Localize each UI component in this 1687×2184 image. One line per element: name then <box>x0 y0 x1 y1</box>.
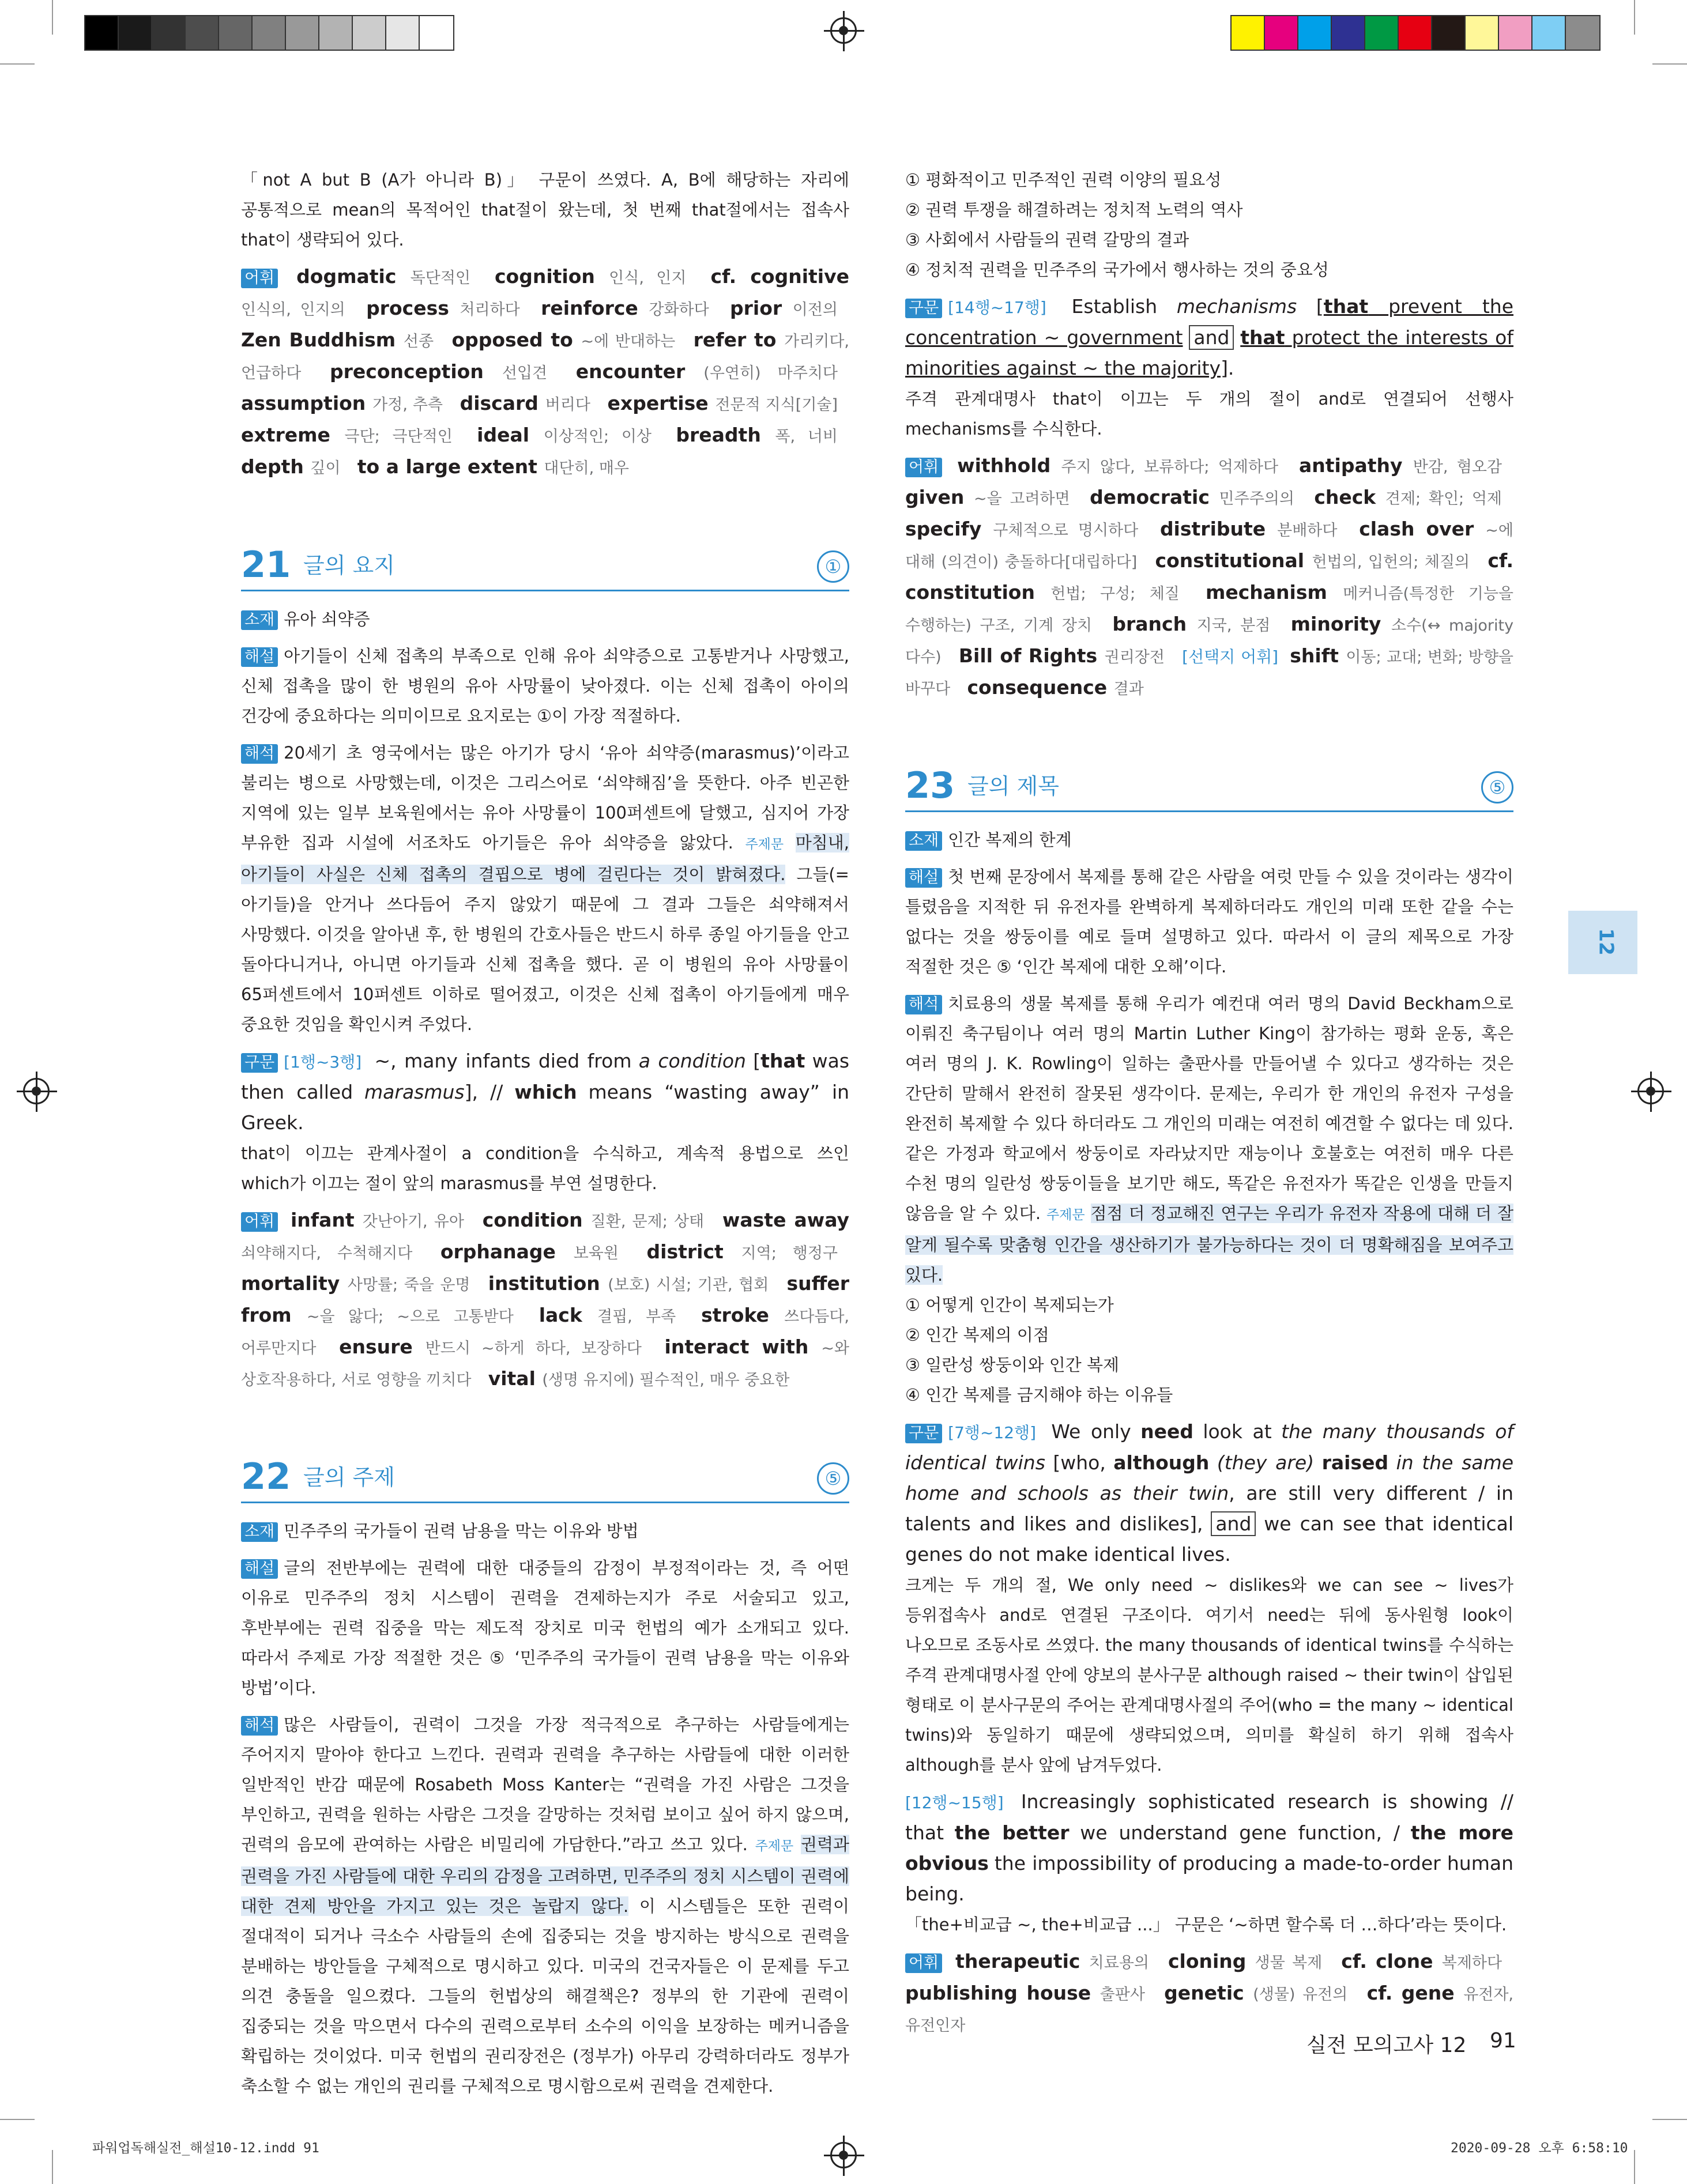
color-swatch <box>386 16 420 50</box>
vocab-list <box>905 1952 1513 2035</box>
vocab-word: therapeutic <box>955 1950 1089 1972</box>
vocab-gloss: ~에 대해 (의견이) 충돌하다[대립하다] <box>905 522 1513 571</box>
vocab-gloss: 가리키다, 언급하다 <box>241 333 850 382</box>
registration-mark-icon <box>1637 1078 1664 1104</box>
crop-mark <box>0 63 35 65</box>
vocab-block <box>241 262 849 484</box>
vocab-word: breadth <box>676 424 775 446</box>
vocab-word: antipathy <box>1298 454 1413 477</box>
color-calibration-bar <box>1230 15 1601 51</box>
structure-text: need <box>1140 1420 1193 1443</box>
translation-tag: 해석 <box>241 744 278 764</box>
structure-text: we can see that identical genes do not make identical lives. <box>905 1512 1514 1566</box>
line-ref: [7행~12행] <box>948 1423 1037 1442</box>
vocab-word: ideal <box>477 424 544 446</box>
vocab-word: cf. clone <box>1341 1950 1442 1972</box>
color-swatch <box>286 16 319 50</box>
structure-text: [ <box>753 1050 761 1072</box>
answer-choice: ① 평화적이고 민주적인 권력 이양의 필요성 <box>905 170 1222 190</box>
vocab-gloss: 민주주의의 <box>1219 490 1294 508</box>
translation-text: 많은 사람들이, 권력이 그것을 가장 적극적으로 추구하는 사람들에게는 주어지지 말아야 한다고 느낀다. 권력과 권력을 추구하는 사람들에 대한 이러한 일반적인 반감 때문에 Rosabeth Moss Kanter는 “권력을 가진 사람은 그것을 부인하고, 권력을 원하는 사람은 그것을 갈망하는 것처럼 보이고 싶어 하지 않으며, 권력의 음모에 관여하는 사람은 비밀리에 가담한다.”라고 쓰고 있다. <box>241 1715 849 1854</box>
answer-choice: ② 인간 복제의 이점 <box>905 1325 1049 1345</box>
vocab-word: process <box>366 297 460 319</box>
structure-text: in the same home and schools as their twin <box>905 1451 1514 1504</box>
color-swatch <box>353 16 386 50</box>
vocab-gloss: 쇠약해지다, 수척해지다 <box>241 1244 413 1262</box>
vocab-gloss: 주지 않다, 보류하다; 억제하다 <box>1061 458 1279 476</box>
structure-text: that <box>760 1050 805 1072</box>
color-swatch <box>420 16 453 50</box>
topic <box>241 1516 849 1546</box>
answer-choice: ② 권력 투쟁을 해결하려는 정치적 노력의 역사 <box>905 200 1243 220</box>
vocab-word: institution <box>488 1272 608 1295</box>
structure-text: ~, many infants died from <box>374 1050 632 1072</box>
translation-tag: 해석 <box>905 995 942 1014</box>
structure-text: although <box>1113 1451 1210 1474</box>
vocab-word: shift <box>1290 644 1346 667</box>
vocab-word: condition <box>482 1209 591 1231</box>
explanation <box>241 1553 849 1703</box>
structure-text: prevent the concentration ~ government <box>905 295 1513 349</box>
vocab-word: ensure <box>339 1336 425 1358</box>
vocab-gloss: 극단; 극단적인 <box>344 428 453 446</box>
topic-text: 민주주의 국가들이 권력 남용을 막는 이유와 방법 <box>284 1521 639 1541</box>
vocab-gloss: 헌법의, 입헌의; 체질의 <box>1312 553 1470 571</box>
explanation-text: 첫 번째 문장에서 복제를 통해 같은 사람을 여럿 만들 수 있을 것이라는 생각이 틀렸음을 지적한 뒤 유전자를 완벽하게 복제하더라도 개인의 미래 또한 같을 수는 없다는 것을 쌍둥이를 예로 들며 설명하고 있다. 따라서 이 글의 제목으로 가장 적절한 것은 ⑤ ‘인간 복제에 대한 오해’이다. <box>905 867 1513 976</box>
explanation <box>241 641 849 731</box>
right-column <box>905 165 1513 2048</box>
explanation <box>905 862 1513 982</box>
topic-text: 유아 쇠약증 <box>284 609 370 629</box>
question-title: 글의 주제 <box>303 1465 395 1490</box>
explanation-tag: 해설 <box>905 868 942 888</box>
vocab-gloss: (생물) 유전의 <box>1253 1986 1348 2004</box>
structure-explanation: that이 이끄는 관계사절이 a condition을 수식하고, 계속적 용법으로 쓰인 which가 이끄는 절이 앞의 marasmus를 부연 설명한다. <box>241 1144 849 1193</box>
vocab-word: constitutional <box>1155 549 1312 572</box>
vocab-word: genetic <box>1164 1982 1253 2004</box>
vocab-word: dogmatic <box>296 265 411 288</box>
vocab-word: lack <box>539 1304 597 1326</box>
vocab-tag: 어휘 <box>241 1212 278 1232</box>
topic-sentence-label: 주제문 <box>745 837 784 852</box>
color-swatch <box>152 16 186 50</box>
structure-explanation: 「the+비교급 ~, the+비교급 ...」 구문은 ‘~하면 할수록 더 …하다’라는 뜻이다. <box>905 1915 1507 1934</box>
vocab-gloss: 헌법; 구성; 체질 <box>1050 585 1180 603</box>
vocab-gloss: 반감, 혐오감 <box>1413 458 1503 476</box>
vocab-gloss: 질환, 문제; 상태 <box>590 1213 705 1231</box>
conjunction-box: and <box>1189 325 1234 350</box>
vocab-tag: 어휘 <box>905 458 942 477</box>
vocab-gloss: 구체적으로 명시하다 <box>993 522 1139 540</box>
vocab-word: to a large extent <box>357 455 544 478</box>
vocab-word: reinforce <box>541 297 649 319</box>
vocab-word: encounter <box>575 360 704 383</box>
structure-text: mechanisms <box>1176 295 1297 318</box>
vocab-block <box>905 1947 1513 2041</box>
vocab-gloss: 출판사 <box>1099 1986 1145 2004</box>
vocab-gloss: (우연히) 마주치다 <box>703 364 838 382</box>
vocab-gloss: 이상적인; 이상 <box>543 428 652 446</box>
answer-circle: ⑤ <box>1481 771 1513 804</box>
topic-sentence-highlight: 마침내, 아기들이 사실은 신체 접촉의 결핍으로 병에 걸린다는 것이 밝혀졌다. <box>241 833 850 884</box>
translation-text: 치료용의 생물 복제를 통해 우리가 예컨대 여러 명의 David Beckham으로 이뤄진 축구팀이나 여러 명의 Martin Luther King이 참가하는 평화 운동, 혹은 여러 명의 J. K. Rowling이 일하는 출판사를 만들어낼 수 있다고 생각하는 것은 간단히 말해서 완전히 잘못된 생각이다. 문제는, 우리가 한 개인의 유전자 구성을 완전히 복제할 수 있다 하더라도 그 개인의 미래는 여전히 예견할 수 없다는 데 있다. 같은 가정과 학교에서 쌍둥이로 자라났지만 재능이나 호불호는 여전히 매우 다른 수천 명의 일란성 쌍둥이들을 보기만 해도, 똑같은 유전자가 똑같은 인생을 만들지 않음을 알 수 있다. <box>905 994 1513 1223</box>
structure-text: marasmus <box>364 1081 465 1103</box>
vocab-word: Bill of Rights <box>958 644 1105 667</box>
structure-explanation: 주격 관계대명사 that이 이끄는 두 개의 절이 and로 연결되어 선행사 mechanisms를 수식한다. <box>905 389 1513 439</box>
structure-tag: 구문 <box>905 1424 942 1443</box>
answer-circle: ⑤ <box>817 1462 849 1495</box>
question-title: 글의 제목 <box>967 774 1059 799</box>
vocab-word: Zen Buddhism <box>241 329 404 351</box>
structure-text: Establish <box>1071 295 1158 318</box>
vocab-gloss: 대단히, 매우 <box>544 459 629 477</box>
line-ref: [1행~3행] <box>284 1053 362 1072</box>
question-22-header <box>241 1453 849 1503</box>
vocab-gloss: ~와 상호작용하다, 서로 영향을 끼치다 <box>241 1340 850 1389</box>
structure-text: , are still very different / in talents and likes and dislikes], <box>905 1482 1514 1535</box>
color-swatch <box>186 16 219 50</box>
vocab-word: cf. constitution <box>905 549 1513 603</box>
question-23-header <box>905 762 1513 812</box>
vocab-gloss: 버리다 <box>545 396 590 414</box>
vocab-word: refer to <box>693 329 785 351</box>
vocab-word: mechanism <box>1205 581 1343 603</box>
vocab-list <box>905 454 1514 667</box>
structure-text: protect the interests of minorities against ~ the majority <box>905 326 1513 379</box>
registration-mark-icon <box>23 1078 50 1104</box>
vocab-word: mortality <box>241 1272 348 1295</box>
vocab-tag: 어휘 <box>905 1953 942 1973</box>
vocab-gloss: 지국, 분점 <box>1196 617 1271 635</box>
question-21-header <box>241 541 849 591</box>
question-number: 23 <box>905 764 955 806</box>
color-swatch <box>1566 16 1599 50</box>
vocab-gloss: 분배하다 <box>1277 522 1338 540</box>
vocab-gloss: 독단적인 <box>410 269 470 287</box>
footer-title: 실전 모의고사 12 <box>1306 2034 1467 2057</box>
vocab-block <box>905 451 1513 704</box>
color-swatch <box>1232 16 1265 50</box>
structure-text: ]. <box>1221 357 1234 379</box>
vocab-word: preconception <box>330 360 502 383</box>
structure-text: [ <box>1316 295 1324 318</box>
question-number: 21 <box>241 544 291 586</box>
explanation-text: 아기들이 신체 접촉의 부족으로 인해 유아 쇠약증으로 고통받거나 사망했고, 신체 접촉을 많이 한 병원의 유아 사망률이 낮아졌다. 이는 신체 접촉이 아이의 건강에 중요하다는 의미이므로 요지로는 ①이 가장 적절하다. <box>241 646 849 726</box>
topic-text: 인간 복제의 한계 <box>948 830 1072 850</box>
answer-choice: ① 어떻게 인간이 복제되는가 <box>905 1295 1114 1315</box>
left-column <box>241 165 849 2108</box>
page-number: 91 <box>1490 2029 1516 2053</box>
topic <box>905 825 1513 855</box>
answer-choice: ④ 인간 복제를 금지해야 하는 이유들 <box>905 1385 1173 1405</box>
vocab-word: clash over <box>1359 518 1486 540</box>
answer-choice: ④ 정치적 권력을 민주주의 국가에서 행사하는 것의 중요성 <box>905 260 1329 280</box>
structure-note-2 <box>905 1787 1513 1940</box>
vocab-gloss: (생명 유지에) 필수적인, 매우 중요한 <box>542 1371 790 1389</box>
vocab-gloss: 소수(↔ majority 다수) <box>905 617 1514 666</box>
crop-mark <box>1634 0 1635 35</box>
vocab-word: discard <box>460 392 545 414</box>
topic-sentence-highlight: 권력과 권력을 가진 사람들에 대한 우리의 감정을 고려하면, 민주주의 정치 시스템이 권력에 대한 견제 방안을 가지고 있는 것은 놀랍지 않다. <box>241 1835 849 1916</box>
vocab-word: consequence <box>967 676 1114 699</box>
vocab-gloss: 갓난아기, 유아 <box>362 1213 464 1231</box>
vocab-word: cognition <box>494 265 609 288</box>
color-swatch <box>253 16 286 50</box>
topic-tag: 소재 <box>905 831 942 851</box>
vocab-gloss: (보호) 시설; 기관, 협회 <box>608 1276 769 1294</box>
vocab-gloss: 가정, 추측 <box>372 396 443 414</box>
vocab-word: stroke <box>701 1304 785 1326</box>
vocab-word: depth <box>241 455 311 478</box>
color-swatch <box>1499 16 1532 50</box>
vocab-word: distribute <box>1159 518 1278 540</box>
crop-mark <box>52 0 53 35</box>
structure-text: raised <box>1321 1451 1389 1474</box>
vocab-word: prior <box>730 297 793 319</box>
color-swatch <box>319 16 353 50</box>
explanation-tag: 해설 <box>241 1559 278 1579</box>
conjunction-box: and <box>1211 1511 1256 1536</box>
line-ref: [14행~17행] <box>948 298 1046 317</box>
chapter-number: 12 <box>1594 928 1618 956</box>
vocab-gloss: 강화하다 <box>649 301 709 319</box>
vocab-word: given <box>905 486 974 508</box>
vocab-word: check <box>1314 486 1385 508</box>
structure-text: [who, <box>1053 1451 1106 1474</box>
topic-sentence-label: 주제문 <box>1046 1208 1085 1223</box>
vocab-gloss: 처리하다 <box>460 301 520 319</box>
registration-mark-icon <box>830 17 857 44</box>
chapter-side-tab <box>1568 911 1637 974</box>
vocab-word: opposed to <box>451 329 581 351</box>
vocab-word: waste away <box>722 1209 850 1231</box>
vocab-word: extreme <box>241 424 345 446</box>
choice-vocab-label: [선택지 어휘] <box>1182 647 1279 666</box>
vocab-word: district <box>646 1240 741 1263</box>
topic <box>241 604 849 634</box>
vocab-gloss: 인식의, 인지의 <box>241 301 345 319</box>
translation-text: 20세기 초 영국에서는 많은 아기가 당시 ‘유아 쇠약증(marasmus)’이라고 불리는 병으로 사망했는데, 이것은 그리스어로 ‘쇠약해짐’을 뜻한다. 아주 빈곤한 지역에 있는 일부 보육원에서는 유아 사망률이 100퍼센트에 달했고, 심지어 가장 부유한 집과 시설에 서조차도 아기들은 유아 쇠약증을 앓았다. <box>241 743 849 853</box>
vocab-word: expertise <box>607 392 716 414</box>
structure-text: look at <box>1203 1420 1272 1443</box>
color-swatch <box>85 16 119 50</box>
structure-text: (they are) <box>1217 1451 1315 1474</box>
answer-choice: ③ 사회에서 사람들의 권력 갈망의 결과 <box>905 230 1189 250</box>
color-swatch <box>219 16 253 50</box>
structure-text: We only <box>1051 1420 1131 1443</box>
vocab-gloss: 사망률; 죽을 운명 <box>347 1276 470 1294</box>
topic-tag: 소재 <box>241 610 278 630</box>
vocab-gloss: 선입견 <box>502 364 548 382</box>
structure-text: means “wasting away” in Greek. <box>241 1081 850 1134</box>
structure-explanation: 크게는 두 개의 절, We only need ~ dislikes와 we can see ~ lives가 등위접속사 and로 연결된 구조이다. 여기서 need는 뒤에 동사원형 look이 나오므로 조동사로 쓰였다. the many thousands of identical twins를 수식하는 주격 관계대명사절 안에 양보의 분사구문 although raised ~ their twin이 삽입된 형태로 이 분사구문의 주어는 관계대명사절의 주어(who = the many ~ identical twins)와 동일하기 때문에 생략되었으며, 의미를 확실히 하기 위해 접속사 although를 분사 앞에 남겨두었다. <box>905 1575 1513 1775</box>
vocab-gloss: 복제하다 <box>1441 1954 1503 1972</box>
structure-tag: 구문 <box>905 299 942 318</box>
translation-text-cont: 이 시스템들은 또한 권력이 절대적이 되거나 극소수 사람들의 손에 집중되는 것을 방지하는 방식으로 권력을 분배하는 방안들을 구체적으로 명시하고 있다. 미국의 건국자들은 이 문제를 두고 의견 충돌을 일으켰다. 그들의 헌법상의 해결책은? 정부의 한 기관에 권력이 집중되는 것을 막으면서 다수의 권력으로부터 소수의 이익을 보장하는 메커니즘을 확립하는 것이었다. 미국 헌법의 권리장전은 (정부가) 아무리 강력하더라도 정부가 축소할 수 없는 개인의 권리를 구체적으로 명시함으로써 권력을 견제한다. <box>241 1896 850 2096</box>
structure-text: was then called <box>241 1050 850 1103</box>
structure-text: Increasingly sophisticated research is showing // that <box>905 1790 1513 1844</box>
vocab-word: orphanage <box>440 1240 574 1263</box>
vocab-word: infant <box>290 1209 363 1231</box>
vocab-gloss: ~을 고려하면 <box>973 490 1070 508</box>
color-swatch <box>1365 16 1399 50</box>
vocab-gloss: ~에 반대하는 <box>581 333 676 350</box>
color-swatch <box>1399 16 1432 50</box>
color-swatch <box>1265 16 1298 50</box>
vocab-gloss: ~을 앓다; ~으로 고통받다 <box>306 1308 514 1326</box>
structure-text: that <box>1323 295 1369 318</box>
crop-mark <box>1652 63 1687 65</box>
translation <box>241 1710 849 2101</box>
question-title: 글의 요지 <box>303 553 395 578</box>
vocab-word: cf. gene <box>1366 1982 1464 2004</box>
structure-text: ], // <box>464 1081 503 1103</box>
vocab-gloss: 보육원 <box>573 1244 619 1262</box>
answer-circle: ① <box>817 550 849 583</box>
vocab-word: cf. cognitive <box>710 265 850 288</box>
vocab-gloss: 쓰다듬다, 어루만지다 <box>241 1308 850 1357</box>
color-swatch <box>1466 16 1499 50</box>
line-ref: [12행~15행] <box>905 1793 1004 1812</box>
vocab-word: democratic <box>1090 486 1219 508</box>
structure-tag: 구문 <box>241 1053 278 1073</box>
vocab-gloss: 선종 <box>403 333 434 350</box>
vocab-block <box>241 1205 849 1395</box>
vocab-word: minority <box>1290 613 1391 635</box>
crop-mark <box>0 2119 35 2120</box>
explanation-text: 글의 전반부에는 권력에 대한 대중들의 감정이 부정적이라는 것, 즉 어떤 이유로 민주주의 정치 시스템이 권력을 견제하는지가 주로 서술되고 있고, 후반부에는 권력 집중을 막는 제도적 장치로 미국 헌법의 예가 소개되고 있다. 따라서 주제로 가장 적절한 것은 ⑤ ‘민주주의 국가들이 권력 남용을 막는 이유와 방법’이다. <box>241 1558 849 1698</box>
print-slug-file: 파워업독해실전_해설10-12.indd 91 <box>92 2141 319 2156</box>
vocab-gloss: 권리장전 <box>1104 648 1165 666</box>
structure-text: the better <box>954 1821 1070 1844</box>
vocab-gloss: 치료용의 <box>1089 1954 1149 1972</box>
structure-note <box>905 292 1513 444</box>
vocab-word: publishing house <box>905 1982 1100 2004</box>
color-swatch <box>119 16 152 50</box>
vocab-gloss: 지역; 행정구 <box>741 1244 838 1262</box>
vocab-gloss: 결핍, 부족 <box>597 1308 676 1326</box>
grammar-note: 「not A but B (A가 아니라 B)」 구문이 쓰였다. A, B에 해당하는 자리에 공통적으로 mean의 목적어인 that절이 왔는데, 첫 번째 that절에서는 접속사 that이 생략되어 있다. <box>241 170 849 250</box>
vocab-gloss: 이전의 <box>792 301 838 319</box>
vocab-gloss: 이동; 교대; 변화; 방향을 바꾸다 <box>905 648 1513 698</box>
vocab-word: cloning <box>1168 1950 1255 1972</box>
structure-text: a condition <box>638 1050 746 1072</box>
vocab-gloss: 메커니즘(특정한 기능을 수행하는) 구조, 기계 장치 <box>905 585 1514 635</box>
translation <box>905 989 1513 1290</box>
color-swatch <box>1532 16 1566 50</box>
structure-text: the many thousands of identical twins <box>905 1420 1514 1474</box>
color-swatch <box>1432 16 1466 50</box>
gray-calibration-bar <box>84 15 454 51</box>
topic-tag: 소재 <box>241 1522 278 1542</box>
structure-text: the more obvious <box>905 1821 1514 1874</box>
vocab-word: specify <box>905 518 993 540</box>
color-swatch <box>1298 16 1332 50</box>
vocab-word: vital <box>488 1367 543 1390</box>
vocab-word: branch <box>1112 613 1197 635</box>
vocab-list <box>241 267 849 477</box>
structure-text: we understand gene function, / <box>1080 1821 1400 1844</box>
vocab-gloss: 폭, 너비 <box>775 428 838 446</box>
crop-mark <box>1652 2119 1687 2120</box>
vocab-word: suffer from <box>241 1272 850 1326</box>
vocab-gloss: 전문적 지식[기술] <box>715 396 838 414</box>
structure-note <box>905 1417 1513 1780</box>
vocab-word: assumption <box>241 392 373 414</box>
translation-text-cont: 그들(=아기들)을 안거나 쓰다듬어 주지 않았기 때문에 그 결과 그들은 쇠약해져서 사망했다. 이것을 알아낸 후, 한 병원의 간호사들은 반드시 하루 종일 아기들을 안고 돌아다니거나, 아니면 아기들과 신체 접촉을 했다. 곧 이 병원의 유아 사망률이 65퍼센트에서 10퍼센트 이하로 떨어졌고, 이것은 신체 접촉이 아기들에게 매우 중요한 것임을 확인시켜 주었다. <box>241 865 849 1034</box>
vocab-gloss: 생물 복제 <box>1255 1954 1323 1972</box>
vocab-gloss: 인식, 인지 <box>609 269 687 287</box>
crop-mark <box>1634 2150 1635 2184</box>
vocab-gloss: 유전자, 유전인자 <box>905 1986 1514 2035</box>
color-swatch <box>1332 16 1365 50</box>
structure-note <box>241 1046 849 1198</box>
print-slug-date: 2020-09-28 오후 6:58:10 <box>1451 2141 1628 2156</box>
vocab-tag: 어휘 <box>241 269 278 288</box>
structure-text: that <box>1240 326 1285 349</box>
topic-sentence-label: 주제문 <box>755 1839 794 1854</box>
crop-mark <box>52 2150 53 2184</box>
registration-mark-icon <box>830 2142 857 2168</box>
answer-choice: ③ 일란성 쌍둥이와 인간 복제 <box>905 1355 1120 1375</box>
structure-text: which <box>514 1081 577 1103</box>
explanation-tag: 해설 <box>241 647 278 667</box>
vocab-gloss: 반드시 ~하게 하다, 보장하다 <box>425 1340 642 1357</box>
vocab-gloss: 결과 <box>1113 680 1144 698</box>
vocab-gloss: 깊이 <box>310 459 341 477</box>
translation <box>241 738 849 1039</box>
vocab-word: interact with <box>664 1336 822 1358</box>
translation-tag: 해석 <box>241 1716 278 1736</box>
vocab-word: withhold <box>957 454 1061 477</box>
topic-sentence-highlight: 점점 더 정교해진 연구는 우리가 유전자 작용에 대해 더 잘 알게 될수록 맞춤형 인간을 생산하기가 불가능하다는 것이 더 명확해짐을 보여주고 있다. <box>905 1204 1513 1285</box>
vocab-gloss: 견제; 확인; 억제 <box>1385 490 1503 508</box>
question-number: 22 <box>241 1455 291 1498</box>
structure-text: the impossibility of producing a made-to-order human being. <box>905 1852 1514 1905</box>
vocab-list <box>241 1211 849 1389</box>
